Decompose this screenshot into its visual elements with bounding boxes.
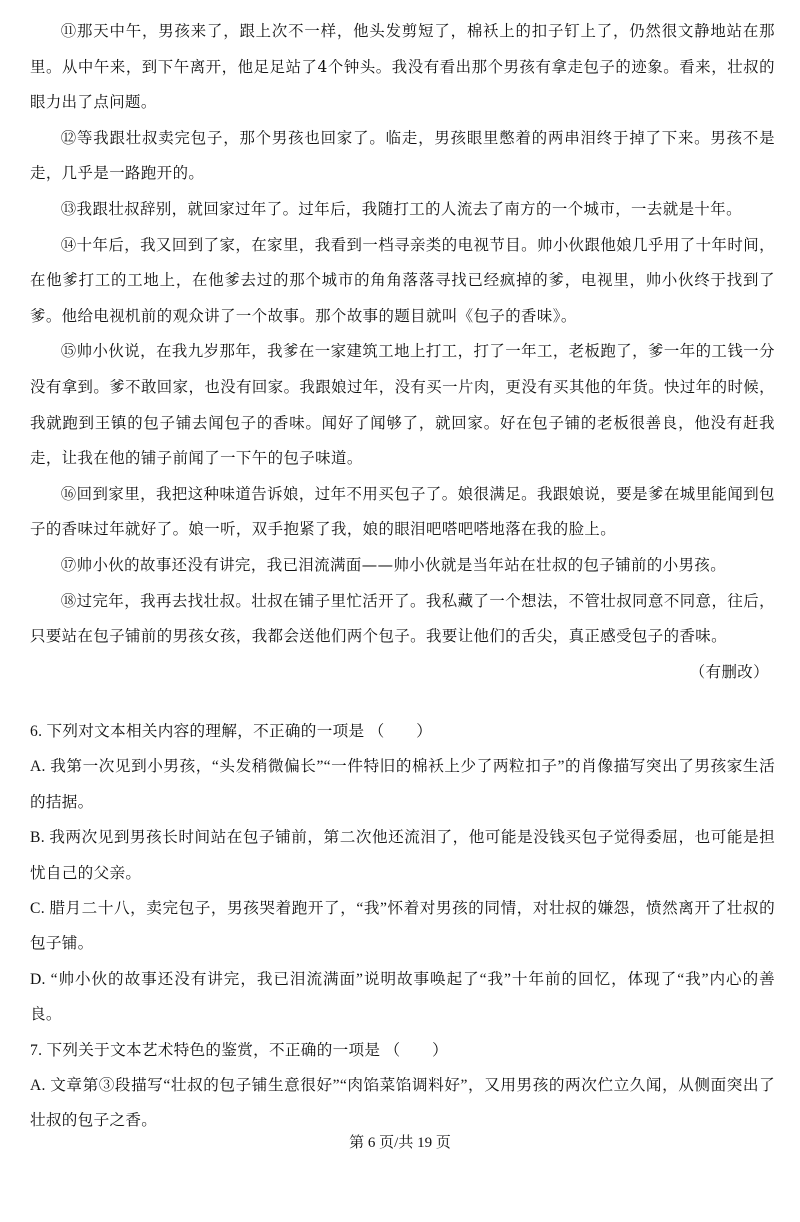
question-stem: 7. 下列关于文本艺术特色的鉴赏，不正确的一项是 （ ） <box>30 1041 449 1059</box>
question-section <box>30 714 775 1139</box>
paragraph-12: ⑫等我跟壮叔卖完包子，那个男孩也回家了。临走，男孩眼里憋着的两串泪终于掉了下来。男孩不是走，几乎是一路跑开的。 <box>30 128 775 183</box>
paragraph-17: ⑰帅小伙的故事还没有讲完，我已泪流满面——帅小伙就是当年站在壮叔的包子铺前的小男孩。 <box>60 555 727 574</box>
paragraph-14: ⑭十年后，我又回到了家，在家里，我看到一档寻亲类的电视节目。帅小伙跟他娘几乎用了十年时间，在他爹打工的工地上，在他爹去过的那个城市的角角落落寻找已经疯掉的爹，电视里，帅小伙终于找到了爹。他给电视机前的观众讲了一个故事。那个故事的题目就叫《包子的香味》。 <box>30 235 775 325</box>
paragraph-16: ⑯回到家里，我把这种味道告诉娘，过年不用买包子了。娘很满足。我跟娘说，要是爹在城里能闻到包子的香味过年就好了。娘一听，双手抱紧了我，娘的眼泪吧嗒吧嗒地落在我的脸上。 <box>30 484 775 539</box>
paragraph-18: ⑱过完年，我再去找壮叔。壮叔在铺子里忙活开了。我私藏了一个想法，不管壮叔同意不同意，往后，只要站在包子铺前的男孩女孩，我都会送他们两个包子。我要让他们的舌尖，真正感受包子的香味。 <box>30 591 775 646</box>
question-6 <box>30 714 775 1033</box>
option-a: A. 我第一次见到小男孩，“头发稍微偏长”“一件特旧的棉袄上少了两粒扣子”的肖像描写突出了男孩家生活的拮据。 <box>30 758 775 811</box>
option-a: A. 文章第③段描写“壮叔的包子铺生意很好”“肉馅菜馅调料好”，又用男孩的两次伫立久闻，从侧面突出了壮叔的包子之香。 <box>30 1077 775 1130</box>
paragraph-11: ⑪那天中午，男孩来了，跟上次不一样，他头发剪短了，棉袄上的扣子钉上了，仍然很文静地站在那里。从中午来，到下午离开，他足足站了4个钟头。我没有看出那个男孩有拿走包子的迹象。看来，壮叔的眼力出了点问题。 <box>30 22 775 112</box>
question-7 <box>30 1033 775 1139</box>
option-d: D. “帅小伙的故事还没有讲完，我已泪流满面”说明故事唤起了“我”十年前的回忆，体现了“我”内心的善良。 <box>30 970 775 1024</box>
paragraph-15: ⑮帅小伙说，在我九岁那年，我爹在一家建筑工地上打工，打了一年工，老板跑了，爹一年的工钱一分没有拿到。爹不敢回家，也没有回家。我跟娘过年，没有买一片肉，更没有买其他的年货。快过年的时候，我就跑到王镇的包子铺去闻包子的香味。闻好了闻够了，就回家。好在包子铺的老板很善良，他没有赶我走，让我在他的铺子前闻了一下午的包子味道。 <box>30 342 775 468</box>
question-stem: 6. 下列对文本相关内容的理解，不正确的一项是 （ ） <box>30 723 433 740</box>
source-note: （有删改） <box>689 662 769 681</box>
reading-passage <box>30 14 775 690</box>
option-c: C. 腊月二十八，卖完包子，男孩哭着跑开了，“我”怀着对男孩的同情，对壮叔的嫌怨，愤然离开了壮叔的包子铺。 <box>30 900 775 953</box>
option-b: B. 我两次见到男孩长时间站在包子铺前，第二次他还流泪了，他可能是没钱买包子觉得委屈，也可能是担忧自己的父亲。 <box>30 829 775 882</box>
page-footer: 第 6 页/共 19 页 <box>349 1135 451 1151</box>
paragraph-13: ⑬我跟壮叔辞别，就回家过年了。过年后，我随打工的人流去了南方的一个城市，一去就是十年。 <box>60 199 742 218</box>
